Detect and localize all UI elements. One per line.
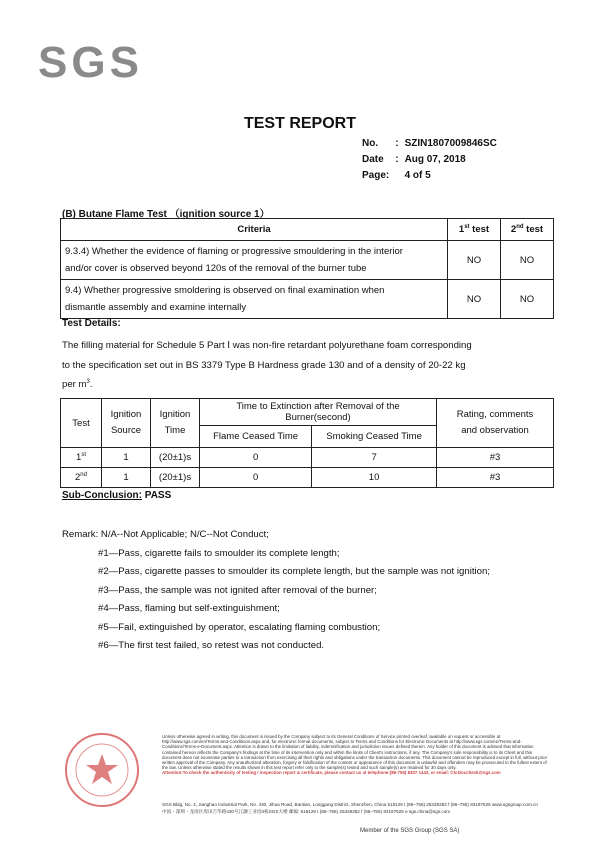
result-cell: NO <box>448 241 501 280</box>
report-meta <box>362 136 503 184</box>
footer-address: SGS Bldg, No. 4, Jianghao Industrial Park, No. 430, Jihua Road, Bantian, Longgang District, Shenzhen, China 518129 t (86–755) 25328282 f (86–755) 83197625 www.sgsgroup.com.cn 中国・深圳・龙岗区坂田吉华路430号江灏工业园4栋SGS大楼 邮编: 518129 t (86–755) 25328282 f (86–755) 83197625 e sgs.china@sgs.com <box>162 802 538 814</box>
remark-intro: Remark: N/A--Not Applicable; N/C--Not Conduct; <box>62 529 269 540</box>
remark-item: #2—Pass, cigarette passes to smoulder its complete length, but the sample was not ignition; <box>98 566 490 577</box>
footer-attention: Attention:To check the authenticity of testing / inspection report & certificate, please contact us at telephone:(86-755) 8307 1443, or email: CN.Doccheck@sgs.com <box>162 770 501 776</box>
meta-label: Page: <box>362 170 390 181</box>
remark-item: #1—Pass, cigarette fails to smoulder its complete length; <box>98 547 340 559</box>
result-cell: NO <box>448 280 501 319</box>
rating-header: Rating, comments and observation <box>437 399 554 448</box>
results-table <box>60 398 554 488</box>
extinction-header: Time to Extinction after Removal of the Burner(second) <box>200 399 437 426</box>
source-header: Ignition Source <box>102 399 151 448</box>
result-cell: NO <box>501 241 554 280</box>
criteria-cell: 9.4) Whether progressive smoldering is observed on final examination when dismantle assembly and examine internally <box>61 280 448 319</box>
meta-sep: : <box>395 138 399 149</box>
time-cell: (20±1)s <box>151 468 200 488</box>
meta-label: Date <box>362 154 384 165</box>
criteria-header: Criteria <box>61 219 448 241</box>
test-cell: 2nd <box>61 468 102 488</box>
table-row <box>61 280 554 319</box>
report-date: Aug 07, 2018 <box>404 154 466 165</box>
smoke-cell: 10 <box>312 468 437 488</box>
remark-item: #6—The first test failed, so retest was not conducted. <box>98 640 325 651</box>
test-cell: 1st <box>61 448 102 468</box>
time-header: Ignition Time <box>151 399 200 448</box>
meta-label: No. <box>362 138 379 149</box>
details-heading: Test Details: <box>62 318 121 329</box>
remark-item: #3—Pass, the sample was not ignited after removal of the burner; <box>98 584 377 596</box>
rating-cell: #3 <box>437 448 554 468</box>
remark-item: #5—Fail, extinguished by operator, escalating flaming combustion; <box>98 621 381 633</box>
meta-sep <box>395 168 404 184</box>
smoke-cell: 7 <box>312 448 437 468</box>
sub-conclusion: Sub-Conclusion: PASS <box>62 490 172 501</box>
footer-member: Member of the SGS Group (SGS SA) <box>360 828 460 834</box>
smoke-header: Smoking Ceased Time <box>312 426 437 448</box>
rating-cell: #3 <box>437 468 554 488</box>
time-cell: (20±1)s <box>151 448 200 468</box>
report-number: SZIN1807009846SC <box>404 138 497 149</box>
source-cell: 1 <box>102 468 151 488</box>
table-row <box>61 448 554 468</box>
details-text: The filling material for Schedule 5 Part Ⅰ was non-fire retardant polyurethane foam corresponding to the specification set out in BS 3379 Type B Hardness grade 130 and of a density of 20-22 kg per $m^3$. <box>62 340 472 391</box>
flame-cell: 0 <box>200 448 312 468</box>
test1-header: 1st test <box>448 219 501 241</box>
source-cell: 1 <box>102 448 151 468</box>
test-header: Test <box>61 399 102 448</box>
sgs-logo: SGS <box>38 38 143 87</box>
footer-disclaimer: Unless otherwise agreed in writing, this document is issued by the Company subject to its General Conditions of Service printed overleaf, available on request or accessible at http://www.sgs.com/en/Terms-and-Conditions.aspx and, for electronic format documents, subject to Terms and Conditions for Electronic Documents at http://www.sgs.com/en/Terms-and-Conditions/Terms-e-Document.aspx. Attention is drawn to the limitation of liability, indemnification and jurisdiction issues defined therein. Any holder of this document is advised that information contained hereon reflects the Company's findings at the time of its intervention only and within the limits of Client's instructions, if any. The Company's sole responsibility is to its Client and this document does not exonerate parties to a transaction from exercising all their rights and obligations under the transaction documents. This document cannot be reproduced except in full, without prior written approval of the Company. Any unauthorized alteration, forgery or falsification of the content or appearance of this document is unlawful and offenders may be prosecuted to the fullest extent of the law. Unless otherwise stated the results shown in this test report refer only to the sample(s) tested and such sample(s) are retained for 30 days only. Attention:To check the authenticity of testing / inspection report & certificate, please contact us at telephone:(86-755) 8307 1443, or email: CN.Doccheck@sgs.com <box>162 734 548 776</box>
table-row <box>61 241 554 280</box>
page-title: TEST REPORT <box>243 115 356 132</box>
criteria-table <box>60 218 554 319</box>
remarks <box>62 526 490 656</box>
meta-sep: : <box>395 154 399 165</box>
flame-header: Flame Ceased Time <box>200 426 312 448</box>
remark-item: #4—Pass, flaming but self-extinguishment; <box>98 603 280 614</box>
criteria-cell: 9.3.4) Whether the evidence of flaming or progressive smouldering in the interior and/or cover is observed beyond 120s of the removal of the burner tube <box>61 241 448 280</box>
flame-cell: 0 <box>200 468 312 488</box>
result-cell: NO <box>501 280 554 319</box>
page-number: 4 of 5 <box>404 170 431 181</box>
section-title: (B) Butane Flame Test （ignition source 1） <box>62 209 270 220</box>
test2-header: 2nd test <box>501 219 554 241</box>
company-seal <box>62 730 142 810</box>
table-row <box>61 468 554 488</box>
